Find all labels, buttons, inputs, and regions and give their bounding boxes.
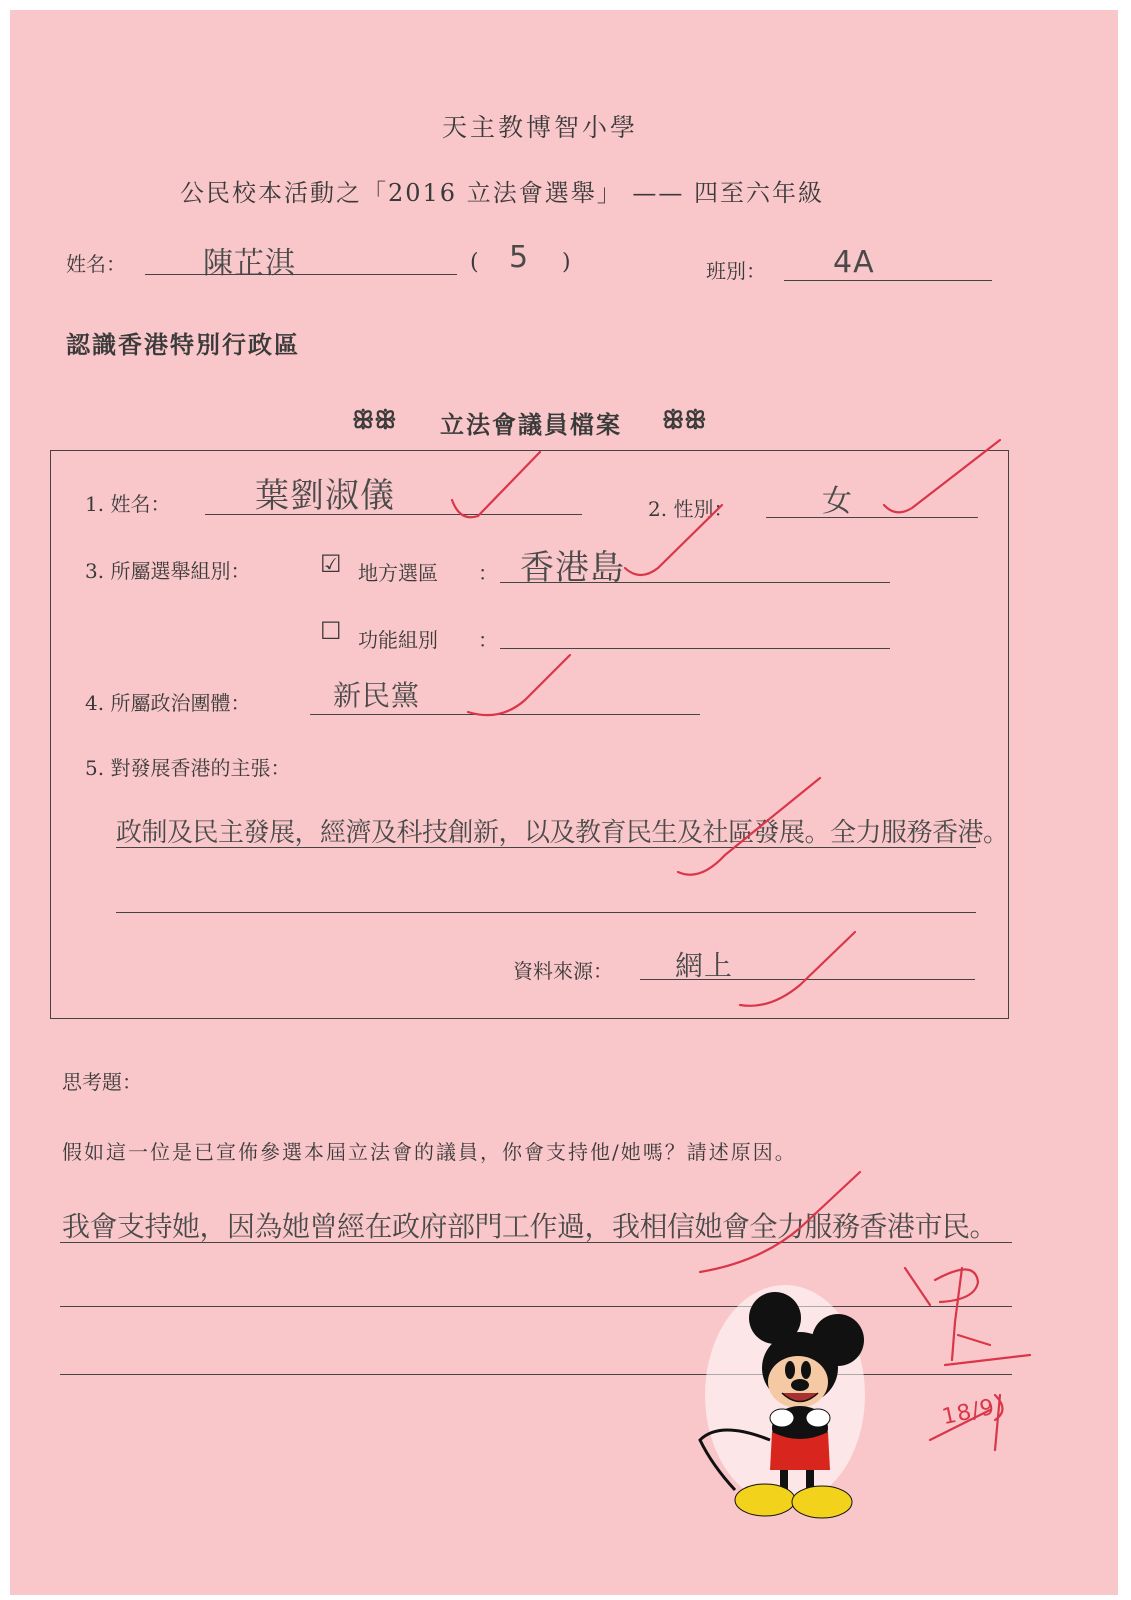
q3-label: 3. 所屬選舉組別： xyxy=(85,559,251,583)
school-name: 天主教博智小學 xyxy=(442,113,639,142)
profile-title: 立法會議員檔案 xyxy=(440,410,622,439)
option-func-label: 功能組別 xyxy=(358,628,438,652)
geo-checkbox[interactable]: ☑ xyxy=(320,550,342,578)
reflection-answer: 我會支持她，因為她曾經在政府部門工作過，我相信她會全力服務香港市民。 xyxy=(62,1210,998,1243)
q5-label: 5. 對發展香港的主張： xyxy=(85,756,291,780)
section-title: 認識香港特別行政區 xyxy=(66,330,300,359)
reflection-question: 假如這一位是已宣佈參選本屆立法會的議員，你會支持他/她嗎？請述原因。 xyxy=(62,1140,797,1164)
source-label: 資料來源： xyxy=(513,959,613,983)
teacher-date: 18/9 xyxy=(939,1394,998,1431)
q1-answer: 葉劉淑儀 xyxy=(255,476,395,516)
student-number-close: ) xyxy=(562,250,571,275)
profile-title-ornament-left: ꕥꕥ xyxy=(352,405,397,434)
student-number-value: 5 xyxy=(509,240,530,275)
geo-answer: 香港島 xyxy=(520,548,625,588)
q5-answer: 政制及民主發展，經濟及科技創新，以及教育民生及社區發展。全力服務香港。 xyxy=(116,818,1009,848)
student-name-label: 姓名： xyxy=(66,252,126,276)
mickey-sticker-icon xyxy=(700,1285,865,1518)
q4-label: 4. 所屬政治團體： xyxy=(85,691,251,715)
student-name-value: 陳芷淇 xyxy=(203,246,296,281)
option-geo-colon: ： xyxy=(478,561,498,585)
reflection-heading: 思考題： xyxy=(62,1070,142,1094)
q4-answer: 新民黨 xyxy=(333,679,421,712)
q1-label: 1. 姓名： xyxy=(85,492,171,516)
q2-label: 2. 性別： xyxy=(648,497,734,521)
option-func-colon: ： xyxy=(478,628,498,652)
student-class-label: 班別： xyxy=(706,259,766,283)
activity-title: 公民校本活動之「2016 立法會選舉」 —— 四至六年級 xyxy=(180,179,824,207)
student-class-value: 4A xyxy=(833,245,875,280)
option-geo-label: 地方選區 xyxy=(358,561,438,585)
student-number-open: ( xyxy=(470,250,479,275)
func-checkbox[interactable]: ☐ xyxy=(320,617,342,645)
source-answer: 網上 xyxy=(675,949,734,982)
q2-answer: 女 xyxy=(822,484,853,519)
profile-title-ornament-right: ꕥꕥ xyxy=(662,405,707,434)
